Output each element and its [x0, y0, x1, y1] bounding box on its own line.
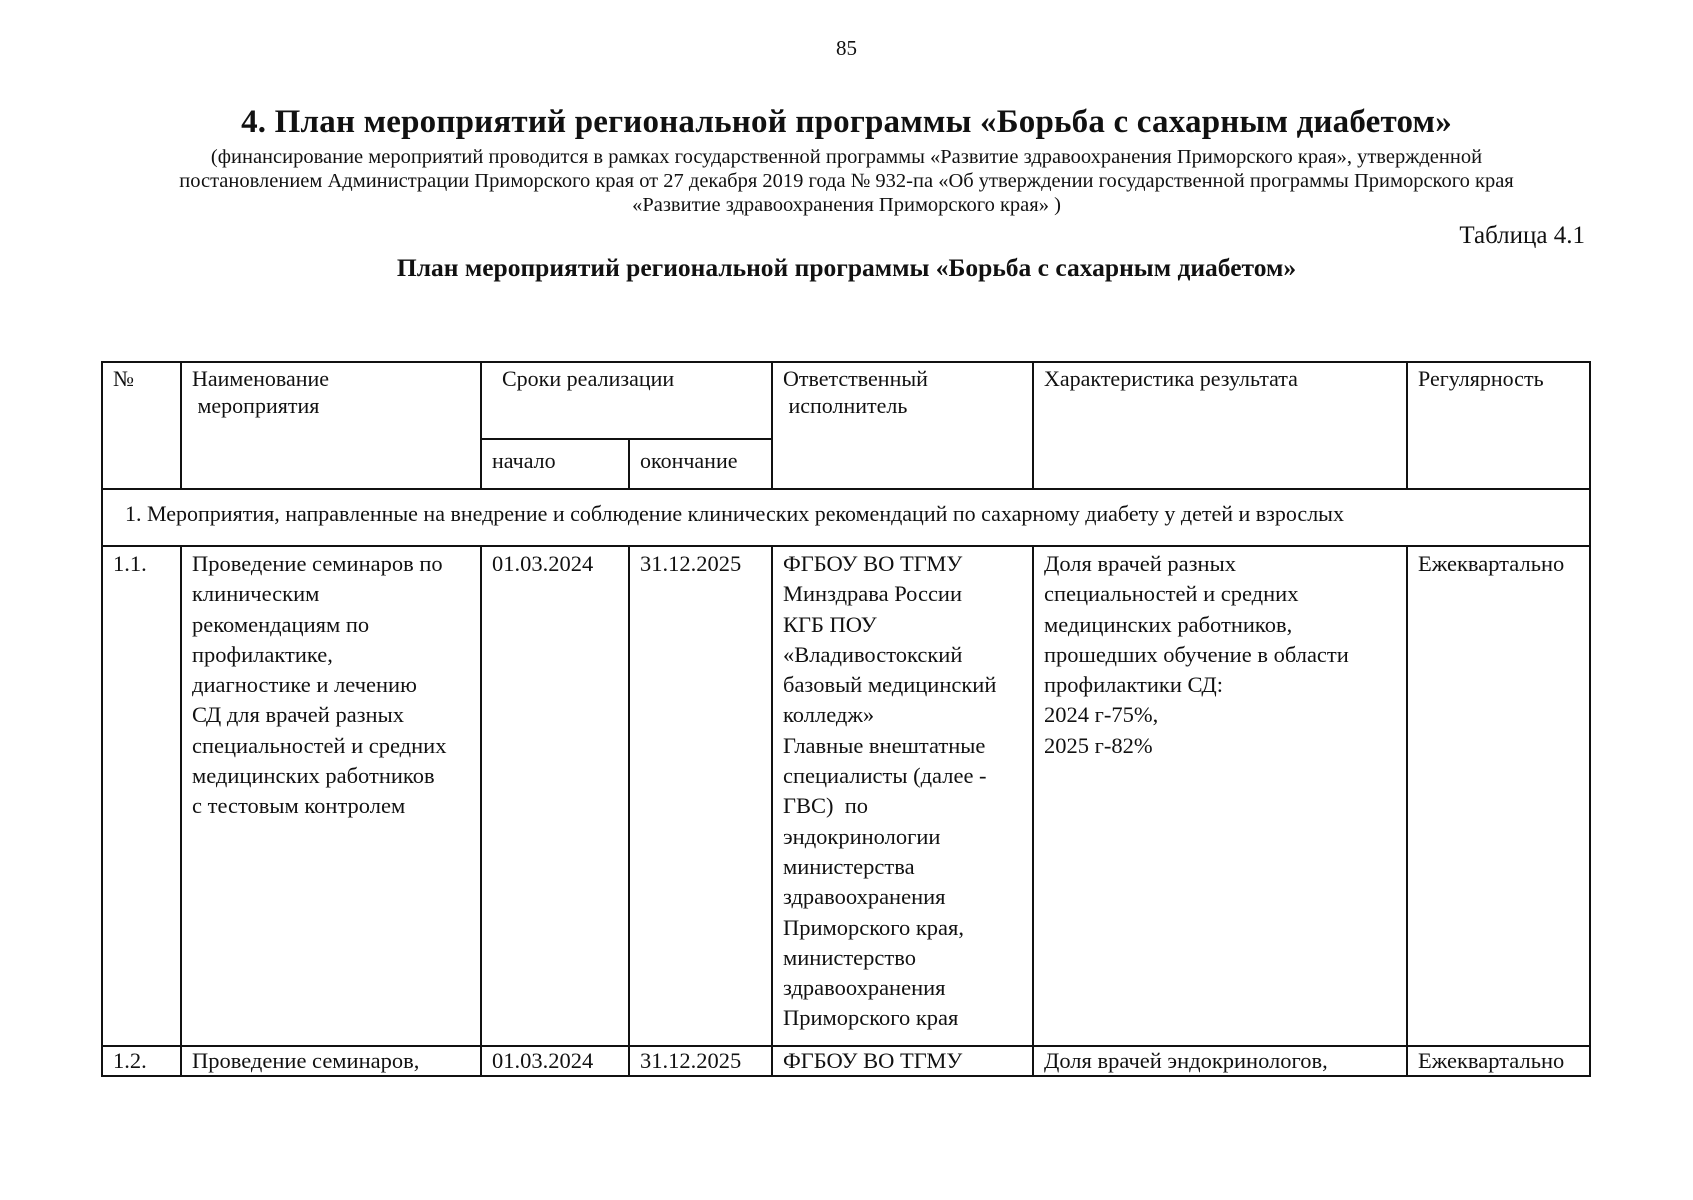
header-number: №: [102, 362, 181, 489]
row-responsible-line: Минздрава России: [783, 581, 963, 607]
row-name-line: специальностей и средних: [192, 732, 447, 758]
row-end: 31.12.2025: [629, 1046, 772, 1076]
row-name-line: клиническим: [192, 581, 320, 607]
row-responsible-line: министерства: [783, 853, 915, 879]
row-name: [181, 1046, 481, 1076]
row-result-line: профилактики СД:: [1044, 672, 1223, 698]
row-responsible-line: эндокринологии: [783, 823, 941, 849]
header-timing: Сроки реализации: [481, 362, 772, 439]
row-responsible: [772, 1046, 1033, 1076]
row-result-line: Доля врачей разных: [1044, 551, 1236, 576]
row-name-line: медицинских работников: [192, 763, 435, 789]
header-regularity: Регулярность: [1407, 362, 1590, 489]
header-responsible-line: Ответственный: [783, 366, 928, 391]
header-name: [181, 362, 481, 489]
header-end: окончание: [629, 439, 772, 489]
row-responsible-line: КГБ ПОУ: [783, 611, 877, 637]
table-title: План мероприятий региональной программы «Борьба с сахарным диабетом»: [396, 253, 1297, 282]
row-name-line: Проведение семинаров по: [192, 551, 443, 576]
row-start: 01.03.2024: [481, 1046, 629, 1076]
header-name-line: Наименование: [192, 366, 330, 391]
row-name-line: с тестовым контролем: [192, 793, 406, 819]
row-responsible-line: министерство: [783, 944, 916, 970]
row-name-line: диагностике и лечению: [192, 672, 417, 698]
header-responsible: [772, 362, 1033, 489]
row-responsible-line: Приморского края,: [783, 914, 964, 940]
section-row: [102, 489, 1590, 546]
row-result: [1033, 1046, 1407, 1076]
page-title: 4. План мероприятий региональной программы «Борьба с сахарным диабетом»: [241, 104, 1452, 140]
row-responsible-line: базовый медицинский: [783, 672, 997, 698]
row-result-line: Доля врачей эндокринологов,: [1044, 1048, 1328, 1073]
row-responsible-line: здравоохранения: [783, 975, 946, 1001]
header-name-line: мероприятия: [192, 393, 320, 418]
row-result-line: прошедших обучение в области: [1044, 641, 1349, 667]
row-responsible-line: Главные внештатные: [783, 732, 986, 758]
page-subtitle: [100, 145, 1593, 217]
subtitle-line: (финансирование мероприятий проводится в рамках государственной программы «Развитие здравоохранения Приморского края», утвержденной: [210, 146, 1483, 168]
header-start: начало: [481, 439, 629, 489]
row-result-line: 2025 г-82%: [1044, 732, 1153, 758]
row-regularity: Ежеквартально: [1407, 546, 1590, 1046]
plan-table: [101, 361, 1591, 1077]
row-responsible-line: «Владивостокский: [783, 641, 963, 667]
row-responsible-line: колледж»: [783, 702, 875, 728]
row-start: 01.03.2024: [481, 546, 629, 1046]
row-responsible-line: ФГБОУ ВО ТГМУ: [783, 551, 963, 576]
table-caption: Таблица 4.1: [1459, 222, 1585, 249]
row-responsible-line: Приморского края: [783, 1005, 959, 1031]
table-header-row: [102, 362, 1590, 439]
page-number: 85: [836, 36, 857, 60]
row-number: 1.2.: [102, 1046, 181, 1076]
row-number: 1.1.: [102, 546, 181, 1046]
row-responsible-line: специалисты (далее -: [783, 763, 987, 789]
row-name-line: рекомендациям по: [192, 611, 370, 637]
row-result-line: 2024 г-75%,: [1044, 702, 1159, 728]
header-responsible-line: исполнитель: [783, 393, 908, 418]
table-row: [102, 1046, 1590, 1076]
subtitle-line: «Развитие здравоохранения Приморского края» ): [632, 194, 1061, 216]
subtitle-line: постановлением Администрации Приморского края от 27 декабря 2019 года № 932-па «Об утверждении государственной программы Приморского края: [179, 170, 1514, 192]
section-title: 1. Мероприятия, направленные на внедрение и соблюдение клинических рекомендаций по сахарному диабету у детей и взрослых: [102, 489, 1590, 546]
row-name: [181, 546, 481, 1046]
row-responsible-line: ФГБОУ ВО ТГМУ: [783, 1048, 963, 1073]
table-row: [102, 546, 1590, 1046]
row-name-line: Проведение семинаров,: [192, 1048, 420, 1073]
row-responsible-line: ГВС) по: [783, 793, 869, 819]
row-result-line: специальностей и средних: [1044, 581, 1299, 607]
row-regularity: Ежеквартально: [1407, 1046, 1590, 1076]
row-name-line: профилактике,: [192, 641, 333, 667]
row-name-line: СД для врачей разных: [192, 702, 404, 728]
row-end: 31.12.2025: [629, 546, 772, 1046]
row-responsible-line: здравоохранения: [783, 884, 946, 910]
row-result-line: медицинских работников,: [1044, 611, 1293, 637]
header-result: Характеристика результата: [1033, 362, 1407, 489]
row-responsible: [772, 546, 1033, 1046]
row-result: [1033, 546, 1407, 1046]
